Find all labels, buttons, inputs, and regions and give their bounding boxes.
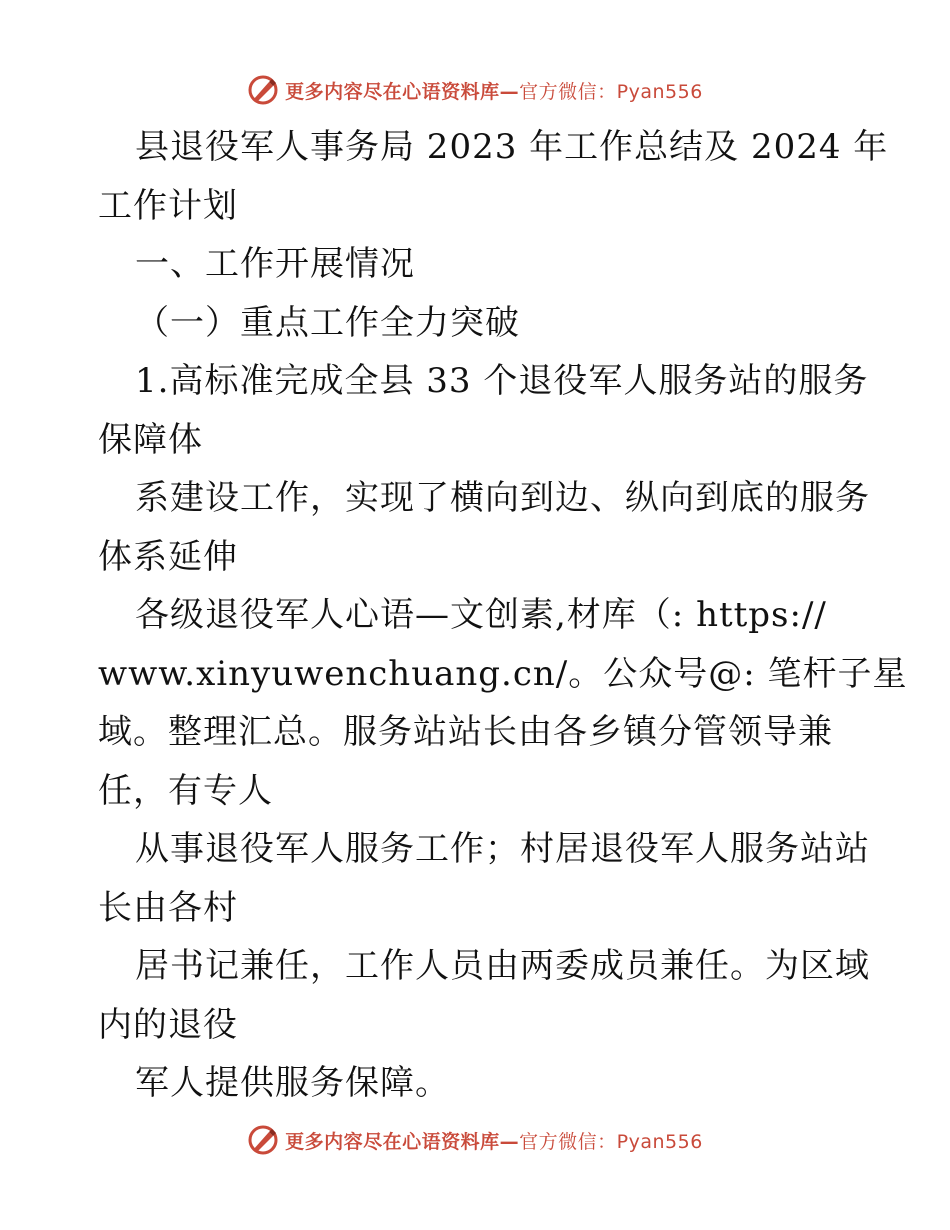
section-heading: 一、工作开展情况 bbox=[135, 244, 415, 284]
watermark-wechat: 官方微信：Pyan556 bbox=[519, 80, 703, 103]
paragraph-line: 1.高标准完成全县 33 个退役军人服务站的服务 bbox=[135, 361, 869, 401]
paragraph-line: 体系延伸 bbox=[98, 536, 238, 577]
subsection-heading: （一）重点工作全力突破 bbox=[135, 302, 520, 343]
paragraph-line: 各级退役军人心语—文创素,材库（: https:// bbox=[135, 595, 827, 635]
pen-logo-icon bbox=[247, 1124, 279, 1156]
paragraph-line: 保障体 bbox=[98, 419, 203, 460]
watermark-wechat: 官方微信：Pyan556 bbox=[519, 1130, 703, 1153]
paragraph-line: 军人提供服务保障。 bbox=[135, 1063, 450, 1103]
paragraph-line: 系建设工作，实现了横向到边、纵向到底的服务 bbox=[135, 478, 870, 518]
paragraph-line: 从事退役军人服务工作；村居退役军人服务站站 bbox=[135, 829, 870, 869]
paragraph-line: www.xinyuwenchuang.cn/。公众号@: 笔杆子星 bbox=[98, 653, 908, 694]
paragraph-line: 域。整理汇总。服务站站长由各乡镇分管领导兼 bbox=[98, 712, 833, 752]
paragraph-line: 任，有专人 bbox=[98, 770, 273, 811]
doc-title-line-1: 县退役军人事务局 2023 年工作总结及 2024 年 bbox=[135, 127, 889, 167]
doc-title-line-2: 工作计划 bbox=[98, 185, 238, 226]
watermark-text bbox=[285, 77, 703, 104]
document-body bbox=[98, 118, 908, 1113]
pen-logo-icon bbox=[247, 74, 279, 106]
footer-watermark bbox=[0, 1120, 950, 1160]
watermark-main: 更多内容尽在心语资料库 bbox=[285, 80, 500, 103]
watermark-text bbox=[285, 1127, 703, 1154]
watermark-main: 更多内容尽在心语资料库 bbox=[285, 1130, 500, 1153]
watermark-dash: — bbox=[499, 80, 520, 103]
header-watermark bbox=[0, 70, 950, 110]
paragraph-line: 居书记兼任，工作人员由两委成员兼任。为区域 bbox=[135, 946, 870, 986]
paragraph-line: 内的退役 bbox=[98, 1004, 238, 1045]
paragraph-line: 长由各村 bbox=[98, 887, 238, 928]
watermark-dash: — bbox=[499, 1130, 520, 1153]
